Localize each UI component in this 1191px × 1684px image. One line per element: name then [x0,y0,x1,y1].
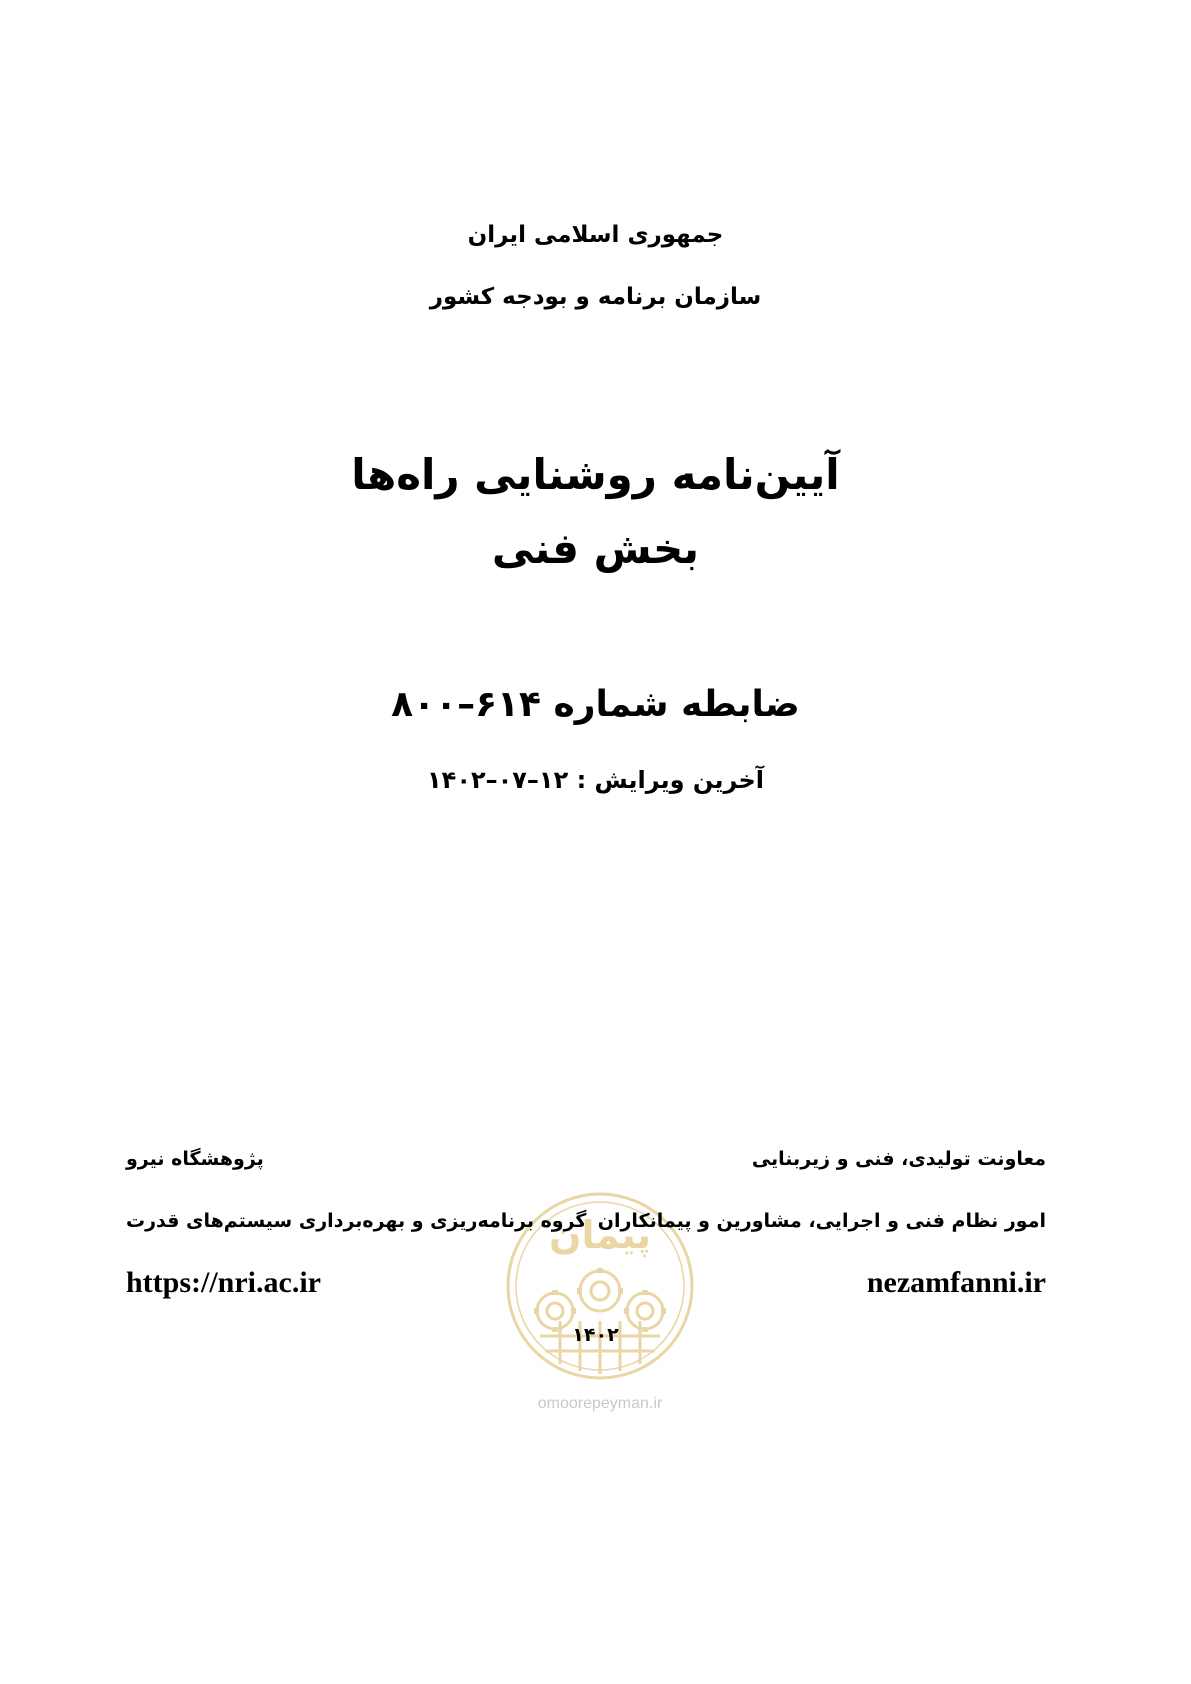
document-subtitle: بخش فنی [491,524,700,573]
document-title: آیین‌نامه روشنایی راه‌ها [351,450,840,499]
country-name: جمهوری اسلامی ایران [467,222,724,248]
research-group-name: گروه برنامه‌ریزی و بهره‌برداری سیستم‌های قدرت [126,1210,587,1232]
last-edition-date: آخرین ویرایش : ۱۲–۰۷–۱۴۰۲ [427,766,764,794]
technical-affairs-office: امور نظام فنی و اجرایی، مشاورین و پیمانکاران [597,1210,1046,1232]
nezamfanni-url[interactable]: nezamfanni.ir [866,1266,1046,1299]
watermark-script-text: پیمان [549,1213,651,1257]
nri-url[interactable]: https://nri.ac.ir [126,1266,321,1299]
organization-name: سازمان برنامه و بودجه کشور [429,284,762,310]
research-institute-name: پژوهشگاه نیرو [126,1148,264,1170]
watermark-caption: omoorepeyman.ir [537,1395,663,1412]
deputy-office-name: معاونت تولیدی، فنی و زیربنایی [751,1148,1046,1170]
publication-year: ۱۴۰۲ [572,1324,619,1346]
regulation-code: ضابطه شماره ۶۱۴–۸۰۰ [391,684,800,725]
